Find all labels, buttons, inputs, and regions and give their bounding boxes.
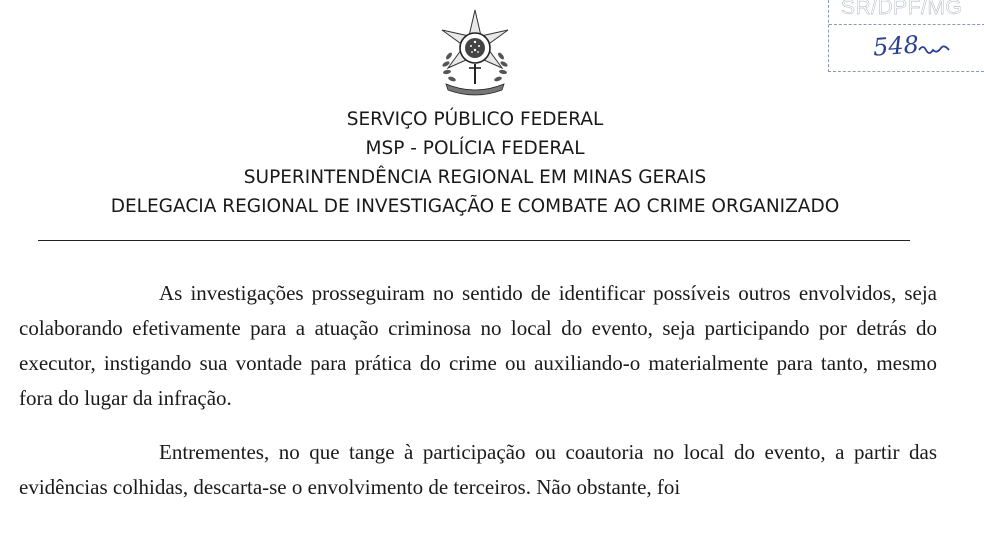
stamp-divider: [829, 24, 984, 25]
header-line-service: SERVIÇO PÚBLICO FEDERAL: [346, 109, 604, 130]
body-paragraph-2: [19, 435, 937, 505]
body-paragraph-1-text: As investigações prosseguiram no sentido de identificar possíveis outros envolvidos, seja colaborando efetivamente para a atuação criminosa no local do evento, seja participando por detrás do executor, instigando sua vontade para prática do crime ou auxiliando-o materialmente para tanto, mesmo fora do lugar da infração.: [19, 281, 937, 410]
stamp-page-number: 548: [872, 30, 920, 62]
document-body: [19, 276, 937, 505]
header-divider: [38, 240, 910, 241]
stamp-office-label: SR/DPF/MG: [841, 0, 963, 19]
header-line-ministry: MSP - POLÍCIA FEDERAL: [365, 138, 585, 159]
stamp-signature-flourish: [917, 42, 951, 58]
page-stamp: [828, 0, 984, 72]
body-paragraph-1: [19, 276, 937, 416]
header-line-superintendency: SUPERINTENDÊNCIA REGIONAL EM MINAS GERAIS: [243, 167, 707, 188]
coat-of-arms-icon: [432, 6, 518, 96]
header-line-delegacy: DELEGACIA REGIONAL DE INVESTIGAÇÃO E COMBATE AO CRIME ORGANIZADO: [110, 196, 840, 217]
document-header: [0, 105, 950, 221]
body-paragraph-2-text: Entrementes, no que tange à participação ou coautoria no local do evento, a partir das evidências colhidas, descarta-se o envolvimento de terceiros. Não obstante, foi: [19, 440, 937, 499]
